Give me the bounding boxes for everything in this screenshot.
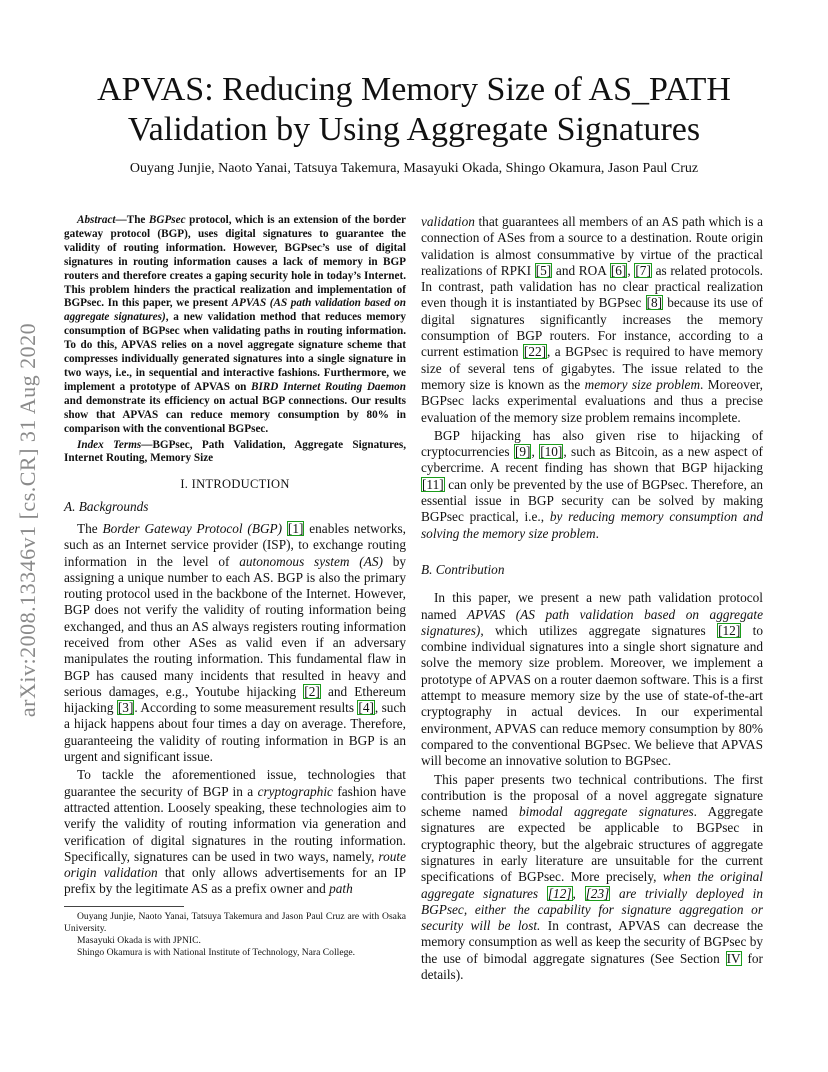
section-heading-introduction: I. INTRODUCTION [180, 477, 290, 492]
footnote: Masayuki Okada is with JPNIC. [77, 934, 201, 946]
citation-link[interactable]: [1] [287, 520, 304, 536]
paragraph: The Border Gateway Protocol (BGP) [1] enables networks, such as an Internet service provider (ISP), to exchange routing information in the level of autonomous system (AS) by assigning a unique number to each AS. BGP is also the primary routing protocol used in the backbone of the Internet. However, BGP does not verify the validity of routing information being exchanged, and thus an AS always registers routing information received from other ASes as valid even if an adversary manipulates the routing information. This fundamental flaw in BGP has caused many incidents that resulted in heavy and serious damages, e.g., Youtube hijacking [2] and Ethereum hijacking [3]. According to some measurement results [4], such a hijack happens about four times a day on average. Therefore, guaranteeing the validity of routing information in BGP is an urgent and significant issue. [64, 520, 407, 765]
paragraph: This paper presents two technical contributions. The first contribution is the proposal of a novel aggregate signature scheme named bimodal aggregate signatures. Aggregate signatures are expected be applicable to BGPsec in cryptographic theory, but the algebraic structures of aggregate signatures in early literature are unsuitable for the current specifications of BGPsec. More precisely, when the original aggregate signatures [12], [23] are trivially deployed in BGPsec, either the capability for signature aggregation or security will be lost. In contrast, APVAS can decrease the memory consumption as well as keep the security of BGPsec by the use of bimodal aggregate signatures (See Section IV for details). [421, 771, 764, 983]
right-column [421, 214, 763, 985]
paragraph: To tackle the aforementioned issue, technologies that guarantee the security of BGP in a cryptographic fashion have attracted attention. Loosely speaking, these technologies aim to verify the validity of routing information via generation and verification of digital signatures in the routing information. Specifically, signatures can be used in two ways, namely, route origin validation that only allows advertisements for an IP prefix by the legitimate AS as a prefix owner and path [64, 767, 406, 897]
citation-link[interactable]: [5] [535, 262, 552, 278]
citation-link[interactable]: [23] [585, 885, 610, 901]
subsection-heading-backgrounds: A. Backgrounds [64, 498, 149, 514]
citation-link[interactable]: [2] [304, 683, 320, 699]
citation-link[interactable]: [8] [646, 295, 663, 311]
paragraph: BGP hijacking has also given rise to hijacking of cryptocurrencies [9], [10], such as Bitcoin, as a new aspect of cybercrime. A recent finding has shown that BGP hijacking [11] can only be prevented by the use of BGPsec. Therefore, an essential issue in BGP security can be solved by making BGPsec practical, i.e., by reducing memory consumption and solving the memory size problem. [421, 427, 764, 541]
citation-link[interactable]: [9] [514, 444, 531, 460]
citation-link[interactable]: [3] [117, 700, 134, 716]
footnote-divider [64, 906, 184, 907]
arxiv-sidebar [8, 250, 48, 790]
author-list: Ouyang Junjie, Naoto Yanai, Tatsuya Takemura, Masayuki Okada, Shingo Okamura, Jason Paul Cruz [129, 161, 699, 176]
citation-link[interactable]: [11] [422, 476, 444, 492]
footnote: Ouyang Junjie, Naoto Yanai, Tatsuya Takemura and Jason Paul Cruz are with Osaka University. [64, 910, 406, 934]
footnote: Shingo Okamura is with National Institute of Technology, Nara College. [77, 946, 356, 958]
citation-link[interactable]: [10] [540, 444, 563, 460]
citation-link[interactable]: [7] [635, 262, 651, 278]
citation-link[interactable]: [12] [718, 622, 741, 638]
paragraph: validation that guarantees all members of an AS path which is a connection of ASes from a source to a destination. Route origin validation is almost consummative by virtue of the practical realizations of RPKI [5] and ROA [6], [7] as related protocols. In contrast, path validation has no clear practical realization even though it is instantiated by BGPsec [8] because its use of digital signatures significantly increases the memory consumption of BGP routers. For instance, according to a current estimation [22], a BGPsec is required to have memory size of several tens of gigabytes. The issue related to the memory size is known as the memory size problem. Moreover, BGPsec lacks experimental evaluations and thus a precise evaluation of the memory size problem remains incomplete. [421, 214, 764, 425]
paper-title: APVAS: Reducing Memory Size of AS_PATH Validation by Using Aggregate Signatures [97, 71, 731, 148]
index-terms: Index Terms—BGPsec, Path Validation, Aggregate Signatures, Internet Routing, Memory Size [64, 438, 406, 465]
citation-link[interactable]: [6] [610, 262, 627, 278]
abstract: Abstract—The BGPsec protocol, which is an extension of the border gateway protocol (BGP), uses digital signatures to guarantee the validity of routing information. However, BGPsec’s use of digital signatures in routing information causes a lack of memory in BGP routers and therefore creates a gaping security hole in today’s Internet. This problem hinders the practical realization and implementation of BGPsec. In this paper, we present APVAS (AS path validation based on aggregate signatures), a new validation method that reduces memory consumption of BGPsec when validating paths in routing information. To do this, APVAS relies on a novel aggregate signature scheme that compresses individually generated signatures into a single signature in two ways, i.e., in sequential and interactive fashions. Furthermore, we implement a prototype of APVAS on BIRD Internet Routing Daemon and demonstrate its efficiency on actual BGP connections. Our results show that APVAS can reduce memory consumption by 80% in comparison with the conventional BGPsec. [64, 214, 407, 435]
subsection-heading-contribution: B. Contribution [421, 561, 505, 577]
citation-link[interactable]: [12] [547, 885, 572, 901]
citation-link[interactable]: [4] [358, 700, 374, 716]
left-column [64, 214, 406, 959]
arxiv-identifier: arXiv:2008.13346v1 [cs.CR] 31 Aug 2020 [15, 322, 40, 718]
paragraph: In this paper, we present a new path validation protocol named APVAS (AS path validation based on aggregate signatures), which utilizes aggregate signatures [12] to combine individual signatures into a single short signature and solve the memory size problem. Moreover, we implement a prototype of APVAS on a router daemon software. This is a first attempt to measure memory size by the use of state-of-the-art cryptography in actual devices. In our experimental environment, APVAS can reduce memory consumption by 80% compared to the conventional BGPsec. We believe that APVAS will become an innovative solution to BGPsec. [421, 590, 763, 769]
citation-link[interactable]: [22] [523, 344, 547, 360]
section-link[interactable]: IV [726, 950, 741, 966]
